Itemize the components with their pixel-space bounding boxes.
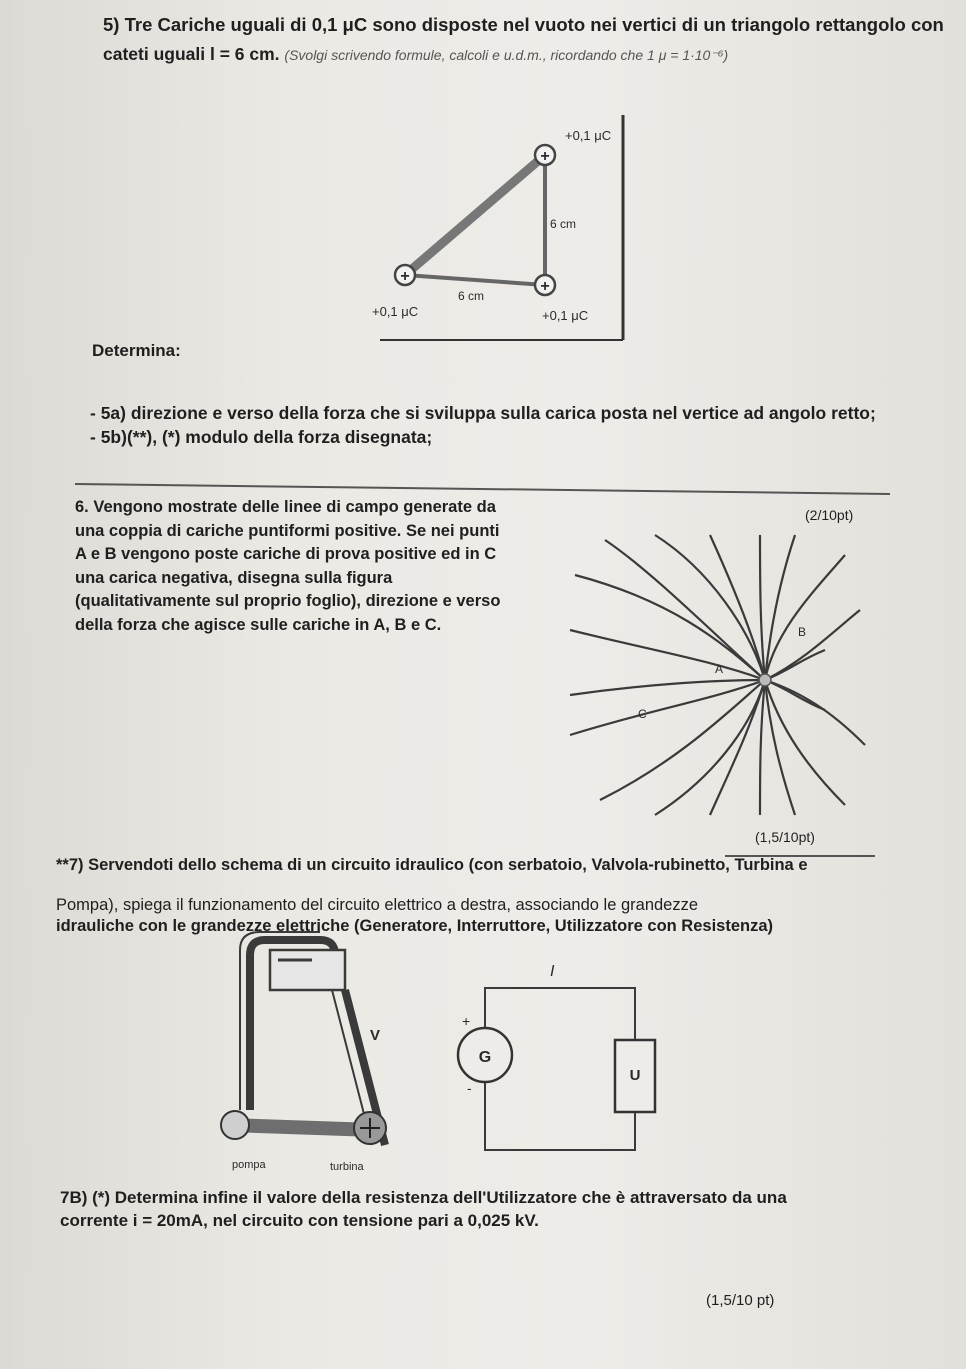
svg-text:+: + xyxy=(540,278,550,295)
pump-label: pompa xyxy=(232,1159,266,1171)
q5-note: (Svolgi scrivendo formule, calcoli e u.d.m., ricordando che 1 μ = 1·10⁻⁶) xyxy=(284,47,729,63)
svg-text:V: V xyxy=(370,1027,381,1044)
svg-text:U: U xyxy=(629,1067,641,1084)
q7-statement-line1: **7) Servendoti dello schema di un circuito idraulico (con serbatoio, Valvola-rubinetto, Turbina e xyxy=(56,856,808,874)
section-divider xyxy=(75,483,890,494)
q7-statement-line3: idrauliche con le grandezze elettriche (Generatore, Interruttore, Utilizzatore con Resistenza) xyxy=(56,917,774,935)
field-point-c: C xyxy=(638,707,647,721)
q6-line: della forza che agisce sulle cariche in A, B e C. xyxy=(75,615,442,634)
q5-part-b: - 5b)(**), (*) modulo della forza disegnata; xyxy=(90,427,433,447)
q7-statement-line2: Pompa), spiega il funzionamento del circuito elettrico a destra, associando le grandezze xyxy=(56,896,699,914)
horizontal-side-label: 6 cm xyxy=(458,289,485,303)
electric-circuit-diagram xyxy=(450,960,650,1150)
q7b-statement-line1: 7B) (*) Determina infine il valore della resistenza dell'Utilizzatore che è attraversato da una xyxy=(60,1188,787,1207)
pump-icon xyxy=(221,1111,249,1139)
left-source-charge xyxy=(759,674,771,686)
q6-statement xyxy=(75,496,500,637)
q5-statement-line1: 5) Tre Cariche uguali di 0,1 μC sono disposte nel vuoto nei vertici di un triangolo rettangolo con xyxy=(103,14,944,35)
vertical-side-label: 6 cm xyxy=(550,217,577,231)
right-charge-label: +0,1 μC xyxy=(542,308,589,323)
right-charge-icon xyxy=(535,275,555,295)
svg-text:+: + xyxy=(400,268,410,285)
q5-statement-line2 xyxy=(103,44,728,65)
turbine-icon xyxy=(354,1112,386,1144)
left-charge-label: +0,1 μC xyxy=(372,304,419,319)
q6-line: A e B vengono poste cariche di prova positive ed in C xyxy=(75,545,497,563)
generator-icon xyxy=(458,1028,512,1082)
field-point-b: B xyxy=(798,625,807,639)
q7-score: (1,5/10pt) xyxy=(755,829,815,845)
plus-sign: + xyxy=(462,1013,471,1029)
q6-line: (qualitativamente sul proprio foglio), direzione e verso xyxy=(75,592,501,610)
q6-line: 6. Vengono mostrate delle linee di campo generate da xyxy=(75,498,496,516)
minus-sign: - xyxy=(467,1080,472,1096)
q5-legs: cateti uguali l = 6 cm. xyxy=(103,44,280,64)
top-charge-icon xyxy=(535,145,555,165)
top-charge-label: +0,1 μC xyxy=(565,128,612,143)
left-charge-icon xyxy=(395,265,415,285)
field-point-a: A xyxy=(715,662,724,676)
hydraulic-circuit-diagram xyxy=(210,930,430,1175)
triangle-charges-diagram xyxy=(360,110,640,350)
q7b-score: (1,5/10 pt) xyxy=(706,1292,775,1309)
current-label: I xyxy=(550,963,555,980)
svg-text:+: + xyxy=(540,148,550,165)
q5-part-a: - 5a) direzione e verso della forza che si sviluppa sulla carica posta nel vertice ad angolo retto; xyxy=(90,403,876,423)
field-lines-diagram xyxy=(560,530,870,820)
svg-text:G: G xyxy=(478,1049,492,1066)
q6-score: (2/10pt) xyxy=(805,507,854,523)
user-resistor-icon xyxy=(615,1040,655,1112)
q6-line: una carica negativa, disegna sulla figura xyxy=(75,568,393,587)
turbine-label: turbina xyxy=(330,1161,364,1173)
q7b-statement-line2: corrente i = 20mA, nel circuito con tensione pari a 0,025 kV. xyxy=(60,1211,539,1230)
q6-line: una coppia di cariche puntiformi positive. Se nei punti xyxy=(75,521,500,540)
q5-determina-heading: Determina: xyxy=(92,341,181,360)
